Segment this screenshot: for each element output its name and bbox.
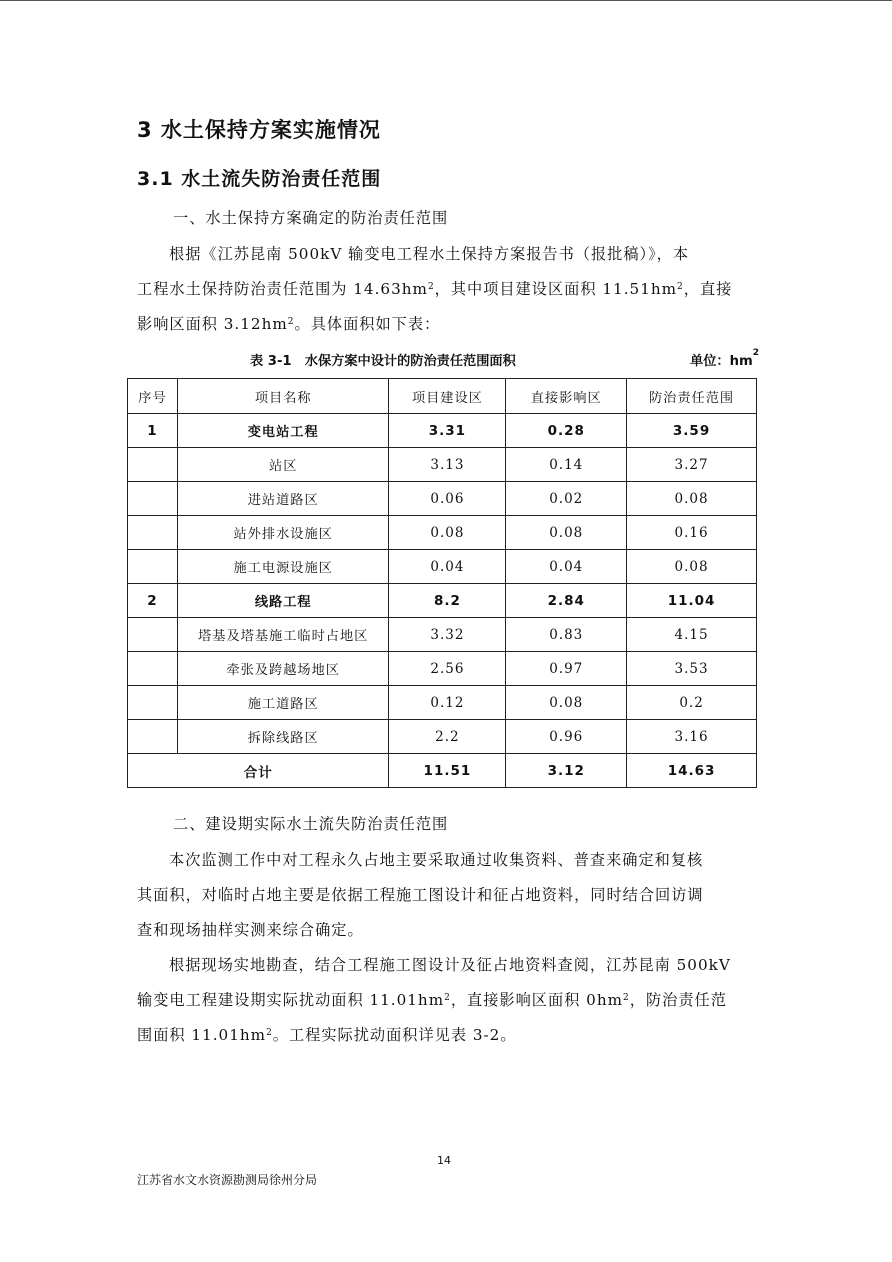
intro-line-2: 工程水土保持防治责任范围为 $14.63hm^2$，其中项目建设区面积 $11.51hm^2$，直接 xyxy=(137,280,733,298)
page-number: 14 xyxy=(437,1154,451,1167)
cell-build-area: 0.04 xyxy=(389,550,506,584)
table-row xyxy=(128,686,757,720)
table-header-row xyxy=(128,379,757,414)
cell-total-area: 3.27 xyxy=(627,448,757,482)
chapter-heading: 3 水土保持方案实施情况 xyxy=(137,118,381,142)
cell-name: 变电站工程 xyxy=(177,414,389,448)
para2-line-3: 查和现场抽样实测来综合确定。 xyxy=(137,921,364,939)
cell-direct-area: 0.14 xyxy=(506,448,627,482)
total-total-area: 14.63 xyxy=(627,754,757,788)
cell-name: 拆除线路区 xyxy=(177,720,389,754)
table-row xyxy=(128,720,757,754)
cell-total-area: 0.08 xyxy=(627,550,757,584)
para2-line-2: 其面积，对临时占地主要是依据工程施工图设计和征占地资料，同时结合回访调 xyxy=(137,886,704,904)
cell-no xyxy=(128,482,178,516)
cell-build-area: 0.08 xyxy=(389,516,506,550)
cell-no xyxy=(128,618,178,652)
table-row xyxy=(128,550,757,584)
para3-line-3: 围面积 $11.01hm^2$。工程实际扰动面积详见表 3-2。 xyxy=(137,1026,517,1044)
cell-no: 2 xyxy=(128,584,178,618)
table-caption-row xyxy=(137,350,759,370)
cell-no xyxy=(128,550,178,584)
section-heading: 3.1 水土流失防治责任范围 xyxy=(137,168,382,190)
cell-total-area: 3.16 xyxy=(627,720,757,754)
cell-direct-area: 2.84 xyxy=(506,584,627,618)
footer-organization: 江苏省水文水资源勘测局徐州分局 xyxy=(137,1173,318,1187)
cell-build-area: 3.31 xyxy=(389,414,506,448)
cell-name: 站区 xyxy=(177,448,389,482)
cell-total-area: 11.04 xyxy=(627,584,757,618)
table-row xyxy=(128,448,757,482)
cell-total-area: 3.59 xyxy=(627,414,757,448)
cell-name: 施工道路区 xyxy=(177,686,389,720)
cell-direct-area: 0.02 xyxy=(506,482,627,516)
cell-build-area: 3.13 xyxy=(389,448,506,482)
total-direct-area: 3.12 xyxy=(506,754,627,788)
table-caption: 表 3-1 水保方案中设计的防治责任范围面积 xyxy=(250,354,516,369)
cell-direct-area: 0.83 xyxy=(506,618,627,652)
cell-name: 进站道路区 xyxy=(177,482,389,516)
cell-no xyxy=(128,720,178,754)
table-row xyxy=(128,618,757,652)
subsection-title-2: 二、建设期实际水土流失防治责任范围 xyxy=(173,815,449,833)
table-total-row xyxy=(128,754,757,788)
cell-name: 站外排水设施区 xyxy=(177,516,389,550)
table-row xyxy=(128,516,757,550)
intro-line-3: 影响区面积 $3.12hm^2$。具体面积如下表： xyxy=(137,315,441,333)
cell-build-area: 3.32 xyxy=(389,618,506,652)
cell-name: 线路工程 xyxy=(177,584,389,618)
total-build-area: 11.51 xyxy=(389,754,506,788)
cell-build-area: 2.56 xyxy=(389,652,506,686)
cell-total-area: 0.2 xyxy=(627,686,757,720)
cell-direct-area: 0.96 xyxy=(506,720,627,754)
intro-line-1: 根据《江苏昆南 500kV 输变电工程水土保持方案报告书（报批稿）》，本 xyxy=(169,245,690,263)
cell-total-area: 0.08 xyxy=(627,482,757,516)
table-unit: 单位：$hm^2$ xyxy=(690,348,759,369)
monitoring-paragraph xyxy=(137,843,757,948)
header-direct-area: 直接影响区 xyxy=(506,379,627,414)
para3-line-1: 根据现场实地勘查，结合工程施工图设计及征占地资料查阅，江苏昆南 500kV xyxy=(169,956,731,974)
cell-no xyxy=(128,448,178,482)
cell-no: 1 xyxy=(128,414,178,448)
responsibility-area-table xyxy=(127,378,757,788)
page-top-border xyxy=(0,0,892,1)
cell-name: 塔基及塔基施工临时占地区 xyxy=(177,618,389,652)
header-no: 序号 xyxy=(128,379,178,414)
cell-build-area: 8.2 xyxy=(389,584,506,618)
cell-direct-area: 0.08 xyxy=(506,686,627,720)
cell-name: 施工电源设施区 xyxy=(177,550,389,584)
header-build-area: 项目建设区 xyxy=(389,379,506,414)
cell-build-area: 2.2 xyxy=(389,720,506,754)
table-row xyxy=(128,584,757,618)
table-row xyxy=(128,414,757,448)
cell-direct-area: 0.04 xyxy=(506,550,627,584)
table-body xyxy=(128,414,757,788)
header-name: 项目名称 xyxy=(177,379,389,414)
survey-paragraph xyxy=(137,948,757,1053)
para3-line-2: 输变电工程建设期实际扰动面积 $11.01hm^2$，直接影响区面积 $0hm^2$，防治责任范 xyxy=(137,991,727,1009)
cell-build-area: 0.06 xyxy=(389,482,506,516)
table-row xyxy=(128,482,757,516)
cell-total-area: 3.53 xyxy=(627,652,757,686)
table-row xyxy=(128,652,757,686)
cell-total-area: 4.15 xyxy=(627,618,757,652)
cell-direct-area: 0.08 xyxy=(506,516,627,550)
intro-paragraph xyxy=(137,237,757,342)
cell-build-area: 0.12 xyxy=(389,686,506,720)
cell-no xyxy=(128,516,178,550)
cell-name: 牵张及跨越场地区 xyxy=(177,652,389,686)
header-total-area: 防治责任范围 xyxy=(627,379,757,414)
cell-no xyxy=(128,686,178,720)
para2-line-1: 本次监测工作中对工程永久占地主要采取通过收集资料、普查来确定和复核 xyxy=(169,851,704,869)
subsection-title-1: 一、水土保持方案确定的防治责任范围 xyxy=(173,209,449,227)
total-label: 合计 xyxy=(128,754,389,788)
cell-no xyxy=(128,652,178,686)
cell-direct-area: 0.28 xyxy=(506,414,627,448)
cell-total-area: 0.16 xyxy=(627,516,757,550)
cell-direct-area: 0.97 xyxy=(506,652,627,686)
